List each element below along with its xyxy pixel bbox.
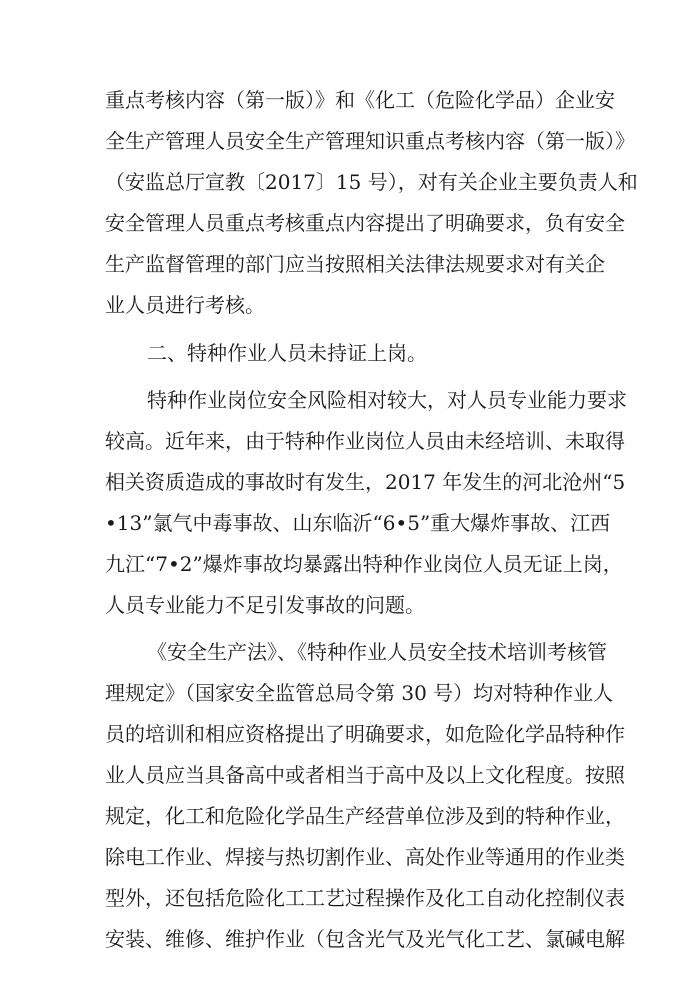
text-line: 特种作业岗位安全风险相对较大，对人员专业能力要求 xyxy=(147,388,627,412)
text-line: 除电工作业、焊接与热切割作业、高处作业等通用的作业类 xyxy=(105,845,625,869)
text-line: 理规定》（国家安全监管总局令第 30 号）均对特种作业人 xyxy=(105,681,614,705)
text-line: 业人员进行考核。 xyxy=(105,293,265,317)
text-line: 相关资质造成的事故时有发生，2017 年发生的河北沧州“5 xyxy=(105,470,626,494)
text-line: 九江“7•2”爆炸事故均暴露出特种作业岗位人员无证上岗， xyxy=(105,552,623,576)
text-line: 型外，还包括危险化工工艺过程操作及化工自动化控制仪表 xyxy=(105,886,625,910)
text-line: 全生产管理人员安全生产管理知识重点考核内容（第一版）》 xyxy=(105,129,635,153)
text-line: 规定，化工和危险化学品生产经营单位涉及到的特种作业， xyxy=(105,804,625,828)
section-heading: 二、特种作业人员未持证上岗。 xyxy=(147,341,427,365)
text-line: 员的培训和相应资格提出了明确要求，如危险化学品特种作 xyxy=(105,722,625,746)
text-line: 安全管理人员重点考核重点内容提出了明确要求，负有安全 xyxy=(105,211,625,235)
text-line: 安装、维修、维护作业（包含光气及光气化工艺、氯碱电解 xyxy=(105,927,625,951)
text-line: •13”氯气中毒事故、山东临沂“6•5”重大爆炸事故、江西 xyxy=(105,511,611,535)
text-line: 《安全生产法》、《特种作业人员安全技术培训考核管 xyxy=(147,640,607,664)
text-line: （安监总厅宣教〔2017〕15 号），对有关企业主要负责人和 xyxy=(105,170,638,194)
text-line: 生产监督管理的部门应当按照相关法律法规要求对有关企 xyxy=(105,252,605,276)
text-line: 较高。近年来，由于特种作业岗位人员由未经培训、未取得 xyxy=(105,429,625,453)
text-line: 重点考核内容（第一版）》和《化工（危险化学品）企业安 xyxy=(105,88,615,112)
text-line: 业人员应当具备高中或者相当于高中及以上文化程度。按照 xyxy=(105,763,625,787)
text-line: 人员专业能力不足引发事故的问题。 xyxy=(105,593,425,617)
